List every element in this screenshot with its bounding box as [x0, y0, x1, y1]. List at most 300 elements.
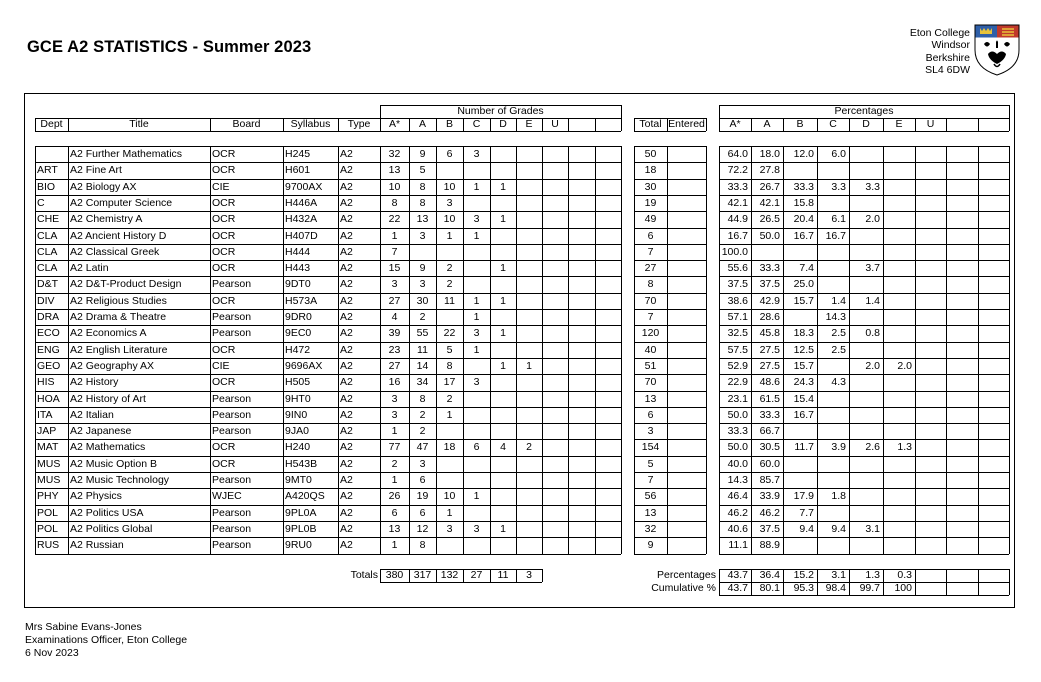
dept-cell: CLA: [37, 229, 58, 242]
grade-count-cell: 1: [500, 262, 506, 275]
percentage-cell: 52.9: [727, 359, 748, 372]
title-cell: A2 Russian: [70, 539, 124, 552]
percentage-cell: 26.7: [759, 180, 780, 193]
board-cell: OCR: [212, 457, 236, 470]
grid-line: [621, 146, 622, 554]
grid-line: [568, 118, 569, 131]
board-cell: WJEC: [212, 490, 242, 503]
grid-line: [915, 569, 916, 595]
grid-line: [817, 118, 818, 131]
grid-line: [463, 118, 464, 131]
title-cell: A2 Music Option B: [70, 457, 157, 470]
grid-line: [68, 146, 69, 554]
grade-count-cell: 3: [419, 278, 426, 291]
percentage-cell: 3.3: [865, 180, 880, 193]
syllabus-cell: H240: [285, 441, 311, 454]
type-cell: A2: [340, 408, 353, 421]
grade-count-cell: 1: [526, 359, 532, 372]
grade-count-cell: 10: [443, 180, 456, 193]
syllabus-cell: H446A: [285, 196, 318, 209]
cumulative-percentage-cell: 43.7: [727, 582, 748, 594]
type-cell: A2: [340, 474, 353, 486]
total-cell: 30: [644, 180, 657, 193]
grid-line: [719, 105, 720, 118]
grade-count-cell: 55: [416, 327, 429, 340]
type-cell: A2: [340, 180, 353, 193]
grade-count-cell: 2: [446, 278, 453, 291]
total-cell: 6: [647, 408, 654, 421]
type-cell: A2: [340, 343, 353, 356]
title-cell: A2 Computer Science: [70, 196, 173, 209]
percentage-cell: 2.5: [831, 327, 846, 340]
grid-line: [68, 118, 69, 131]
cumulative-percentage-cell: 100: [894, 582, 912, 594]
percentage-cell: 15.7: [793, 359, 814, 372]
overall-percentage-cell: 43.7: [727, 569, 748, 581]
entered-column-header: Entered: [668, 118, 705, 130]
page-title: GCE A2 STATISTICS - Summer 2023: [27, 38, 312, 56]
percentage-cell: 42.1: [759, 196, 780, 209]
grade-column-header: B: [445, 118, 453, 130]
grade-count-cell: 8: [419, 196, 426, 209]
grade-count-cell: 34: [416, 376, 429, 389]
cumulative-percentage-cell: 95.3: [793, 582, 814, 594]
grade-count-cell: 13: [388, 522, 401, 535]
percentage-cell: 1.4: [865, 294, 880, 307]
board-cell: CIE: [212, 180, 230, 193]
board-cell: Pearson: [212, 522, 252, 535]
grade-column-header: C: [472, 118, 481, 130]
grade-count-cell: 10: [443, 490, 456, 503]
grade-count-cell: 6: [419, 474, 426, 486]
percentage-cell: 40.0: [727, 457, 748, 470]
title-cell: A2 Religious Studies: [70, 294, 167, 307]
grid-line: [338, 146, 339, 554]
grid-line: [978, 569, 979, 595]
grade-count-cell: 1: [473, 311, 480, 323]
grade-count-cell: 1: [446, 506, 453, 519]
grade-count-cell: 11: [417, 343, 428, 356]
title-cell: A2 Ancient History D: [70, 229, 167, 242]
percentage-cell: 7.7: [799, 506, 814, 519]
grade-count-cell: 9: [419, 262, 426, 275]
syllabus-cell: 9696AX: [285, 359, 323, 372]
percentage-cell: 11.1: [728, 539, 748, 552]
syllabus-cell: 9PL0A: [285, 506, 317, 519]
footer-line: Mrs Sabine Evans-Jones: [25, 621, 142, 633]
title-cell: A2 Economics A: [70, 327, 147, 340]
grade-count-cell: 1: [473, 229, 480, 242]
syllabus-cell: 9PL0B: [285, 522, 317, 535]
overall-percentage-cell: 3.1: [831, 569, 846, 581]
title-cell: A2 Biology AX: [70, 180, 137, 193]
grid-line: [542, 569, 543, 582]
percentage-cell: 6.1: [831, 213, 846, 226]
grid-line: [1009, 118, 1010, 131]
grade-count-cell: 1: [391, 425, 398, 438]
pct-column-header: A*: [729, 118, 741, 130]
percentage-cell: 2.5: [831, 343, 846, 356]
grid-line: [946, 569, 947, 595]
percentage-cell: 22.9: [727, 376, 748, 389]
grade-count-cell: 13: [388, 164, 401, 177]
percentage-cell: 27.8: [759, 164, 780, 177]
grid-line: [621, 105, 622, 118]
grade-count-cell: 19: [416, 490, 429, 503]
grade-column-header: A*: [388, 118, 401, 130]
cumulative-label: Cumulative %: [651, 582, 716, 594]
percentage-cell: 26.5: [759, 213, 780, 226]
grade-count-cell: 13: [416, 213, 429, 226]
grid-line: [883, 118, 884, 131]
percentage-cell: 16.7: [793, 408, 814, 421]
pct-column-header: D: [862, 118, 870, 130]
title-cell: A2 Italian: [70, 408, 114, 421]
grade-count-cell: 5: [446, 343, 453, 356]
dept-cell: MUS: [37, 474, 61, 486]
total-cell: 5: [647, 457, 654, 470]
percentage-cell: 66.7: [759, 425, 780, 438]
grid-line: [751, 118, 752, 131]
dept-cell: MAT: [37, 441, 59, 454]
title-cell: A2 Drama & Theatre: [70, 311, 167, 323]
title-cell: A2 English Literature: [70, 343, 168, 356]
board-cell: OCR: [212, 294, 236, 307]
dept-cell: C: [37, 196, 45, 209]
type-cell: A2: [340, 376, 353, 389]
board-cell: Pearson: [212, 474, 252, 486]
total-cell: 9: [647, 539, 654, 552]
grade-count-cell: 1: [446, 408, 453, 421]
percentage-cell: 48.6: [759, 376, 780, 389]
dept-cell: ECO: [37, 327, 60, 340]
address-line: Eton College: [909, 27, 970, 39]
grid-line: [380, 582, 542, 583]
percentage-cell: 16.7: [793, 229, 814, 242]
grid-line: [595, 146, 596, 554]
grid-line: [634, 131, 706, 132]
grid-line: [634, 554, 706, 555]
percentage-cell: 46.2: [727, 506, 748, 519]
percentage-cell: 33.3: [727, 425, 748, 438]
type-cell: A2: [340, 457, 353, 470]
total-cell: 154: [641, 441, 660, 454]
percentage-cell: 25.0: [793, 278, 814, 291]
total-cell: 7: [647, 311, 654, 323]
syllabus-cell: 9IN0: [285, 408, 308, 421]
percentage-cell: 15.4: [793, 392, 814, 405]
grade-count-cell: 26: [388, 490, 401, 503]
percentage-cell: 1.3: [897, 441, 912, 454]
syllabus-cell: H543B: [285, 457, 318, 470]
grade-count-cell: 15: [388, 262, 401, 275]
type-cell: A2: [340, 359, 353, 372]
dept-cell: CLA: [37, 245, 58, 258]
title-cell: A2 Music Technology: [70, 474, 170, 486]
grade-count-cell: 1: [391, 229, 398, 242]
total-cell: 70: [644, 294, 657, 307]
percentage-cell: 12.5: [793, 343, 814, 356]
title-cell: A2 Further Mathematics: [70, 148, 183, 160]
grade-column-header: A: [418, 118, 426, 130]
percentage-cell: 28.6: [759, 311, 780, 323]
total-cell: 32: [644, 522, 657, 535]
title-column-header: Title: [129, 118, 149, 130]
board-column-header: Board: [232, 118, 261, 130]
grid-line: [978, 118, 979, 131]
board-cell: Pearson: [212, 311, 252, 323]
board-cell: OCR: [212, 229, 236, 242]
percentage-cell: 14.3: [727, 474, 748, 486]
overall-percentage-cell: 0.3: [897, 569, 912, 581]
percentage-cell: 2.0: [897, 359, 912, 372]
total-cell: 13: [644, 392, 657, 405]
syllabus-column-header: Syllabus: [290, 118, 331, 130]
title-cell: A2 Geography AX: [70, 359, 155, 372]
type-cell: A2: [340, 392, 353, 405]
footer-line: Examinations Officer, Eton College: [25, 634, 188, 646]
title-cell: A2 Mathematics: [70, 441, 146, 454]
grade-count-cell: 22: [443, 327, 456, 340]
percentage-cell: 30.5: [759, 441, 780, 454]
dept-cell: DRA: [37, 311, 60, 323]
address-line: SL4 6DW: [925, 63, 970, 76]
grade-count-cell: 11: [444, 294, 455, 307]
type-cell: A2: [340, 278, 353, 291]
grade-count-cell: 2: [419, 425, 426, 438]
cumulative-percentage-cell: 99.7: [859, 582, 880, 594]
grade-count-cell: 12: [416, 522, 429, 535]
grade-count-cell: 9: [419, 148, 426, 160]
grid-line: [978, 146, 979, 554]
dept-cell: ENG: [37, 343, 60, 356]
board-cell: OCR: [212, 245, 236, 258]
type-cell: A2: [340, 327, 353, 340]
totals-cell: 27: [470, 569, 483, 581]
grade-count-cell: 10: [443, 213, 456, 226]
percentage-cell: 61.5: [759, 392, 780, 405]
dept-cell: MUS: [37, 457, 61, 470]
dept-cell: HIS: [37, 376, 55, 389]
syllabus-cell: 9MT0: [285, 474, 312, 486]
grade-count-cell: 1: [446, 229, 453, 242]
percentage-cell: 6.0: [831, 148, 846, 160]
grade-count-cell: 2: [419, 408, 426, 421]
grid-line: [883, 146, 884, 554]
grade-count-cell: 3: [473, 327, 480, 340]
grid-line: [210, 118, 211, 131]
title-cell: A2 History of Art: [70, 392, 146, 405]
grid-line: [380, 105, 381, 118]
dept-cell: POL: [37, 506, 59, 519]
percentage-cell: 23.1: [727, 392, 748, 405]
percentage-cell: 60.0: [759, 457, 780, 470]
percentage-cell: 33.3: [793, 180, 814, 193]
grade-count-cell: 32: [388, 148, 401, 160]
grade-count-cell: 18: [443, 441, 456, 454]
dept-cell: HOA: [37, 392, 60, 405]
percentage-cell: 24.3: [793, 376, 814, 389]
grid-line: [719, 554, 1009, 555]
grid-line: [915, 146, 916, 554]
grade-count-cell: 4: [391, 311, 398, 323]
total-cell: 27: [644, 262, 657, 275]
total-cell: 19: [644, 196, 657, 209]
board-cell: OCR: [212, 148, 236, 160]
grade-count-cell: 1: [500, 180, 506, 193]
board-cell: Pearson: [212, 408, 252, 421]
syllabus-cell: 9DT0: [285, 278, 311, 291]
syllabus-cell: H505: [285, 376, 311, 389]
percentage-cell: 3.9: [831, 441, 846, 454]
percentage-cell: 2.0: [865, 213, 880, 226]
percentage-cell: 32.5: [727, 327, 748, 340]
grade-column-header: U: [551, 118, 559, 130]
pct-column-header: B: [796, 118, 804, 130]
grid-line: [667, 146, 668, 554]
dept-cell: D&T: [37, 278, 58, 291]
dept-cell: CHE: [37, 213, 60, 226]
grade-count-cell: 3: [473, 148, 480, 160]
grade-count-cell: 1: [500, 294, 506, 307]
grid-line: [706, 146, 707, 554]
overall-percentage-cell: 15.2: [793, 569, 814, 581]
type-cell: A2: [340, 490, 353, 503]
dept-cell: PHY: [37, 490, 59, 503]
dept-cell: DIV: [37, 294, 55, 307]
grade-count-cell: 3: [446, 522, 453, 535]
percentage-cell: 33.3: [759, 408, 780, 421]
pct-column-header: A: [763, 118, 771, 130]
percentage-cell: 4.3: [831, 376, 846, 389]
school-address: [910, 27, 970, 76]
grid-line: [35, 554, 621, 555]
grid-line: [35, 131, 621, 132]
grid-line: [490, 146, 491, 554]
type-cell: A2: [340, 148, 353, 160]
pct-column-header: E: [895, 118, 903, 130]
total-cell: 50: [644, 148, 657, 160]
dept-cell: RUS: [37, 539, 60, 552]
percentages-label: Percentages: [657, 569, 716, 581]
syllabus-cell: H444: [285, 245, 311, 258]
board-cell: Pearson: [212, 392, 252, 405]
percentage-cell: 14.3: [825, 311, 846, 323]
grade-count-cell: 8: [419, 539, 426, 552]
total-cell: 7: [647, 474, 654, 486]
percentage-cell: 46.2: [759, 506, 780, 519]
grade-count-cell: 2: [446, 262, 453, 275]
board-cell: OCR: [212, 376, 236, 389]
grid-line: [283, 146, 284, 554]
grid-line: [409, 118, 410, 131]
grid-line: [542, 146, 543, 554]
cumulative-percentage-cell: 98.4: [825, 582, 846, 594]
totals-cell: 317: [413, 569, 432, 581]
grade-count-cell: 1: [473, 490, 480, 503]
percentage-cell: 2.6: [865, 441, 880, 454]
board-cell: Pearson: [212, 278, 252, 291]
grade-column-header: E: [525, 118, 533, 130]
title-cell: A2 History: [70, 376, 119, 389]
dept-cell: ART: [37, 164, 58, 177]
percentage-cell: 1.4: [831, 294, 846, 307]
grid-line: [706, 118, 707, 131]
syllabus-cell: 9RU0: [285, 539, 312, 552]
address-line: Berkshire: [925, 51, 970, 64]
totals-cell: 3: [526, 569, 532, 581]
total-cell: 13: [644, 506, 657, 519]
grade-count-cell: 16: [388, 376, 401, 389]
percentage-cell: 17.9: [793, 490, 814, 503]
grid-line: [516, 118, 517, 131]
grid-line: [1009, 569, 1010, 595]
grid-line: [1009, 146, 1010, 554]
footer-signature: [25, 621, 187, 660]
board-cell: OCR: [212, 164, 236, 177]
percentage-cell: 15.7: [793, 294, 814, 307]
total-cell: 18: [644, 164, 657, 177]
title-cell: A2 Physics: [70, 490, 122, 503]
percentage-cell: 55.6: [727, 262, 748, 275]
grades-group-header: Number of Grades: [457, 105, 544, 117]
grade-count-cell: 77: [388, 441, 401, 454]
total-cell: 3: [647, 425, 654, 438]
total-cell: 49: [644, 213, 657, 226]
title-cell: A2 Latin: [70, 262, 109, 275]
totals-cell: 132: [440, 569, 459, 581]
percentage-cell: 11.7: [794, 441, 814, 454]
type-cell: A2: [340, 311, 353, 323]
total-cell: 6: [647, 229, 654, 242]
percentage-cell: 42.9: [759, 294, 780, 307]
total-cell: 51: [644, 359, 657, 372]
grade-column-header: D: [499, 118, 507, 130]
total-cell: 7: [647, 245, 654, 258]
grade-count-cell: 1: [473, 343, 480, 356]
dept-cell: GEO: [37, 359, 61, 372]
percentage-cell: 18.0: [759, 148, 780, 160]
title-cell: A2 Classical Greek: [70, 245, 160, 258]
grade-count-cell: 47: [416, 441, 429, 454]
syllabus-cell: H245: [285, 148, 311, 160]
type-cell: A2: [340, 425, 353, 438]
grade-count-cell: 3: [391, 278, 398, 291]
grade-count-cell: 2: [391, 457, 398, 470]
grade-count-cell: 3: [473, 522, 480, 535]
grid-line: [719, 131, 1009, 132]
percentage-cell: 9.4: [799, 522, 814, 535]
eton-crest-icon: [974, 24, 1020, 76]
type-cell: A2: [340, 539, 353, 552]
grid-line: [380, 118, 381, 131]
percentage-cell: 27.5: [759, 359, 780, 372]
total-cell: 40: [644, 343, 657, 356]
type-cell: A2: [340, 164, 353, 177]
syllabus-cell: H443: [285, 262, 311, 275]
grade-count-cell: 23: [388, 343, 401, 356]
grid-line: [516, 146, 517, 554]
grade-count-cell: 1: [391, 474, 398, 486]
grid-line: [283, 118, 284, 131]
percentage-cell: 37.5: [759, 522, 780, 535]
grid-line: [210, 146, 211, 554]
percentage-cell: 0.8: [865, 327, 880, 340]
percentage-cell: 15.8: [793, 196, 814, 209]
cumulative-percentage-cell: 80.1: [759, 582, 780, 594]
dept-cell: JAP: [37, 425, 57, 438]
percentage-cell: 37.5: [759, 278, 780, 291]
